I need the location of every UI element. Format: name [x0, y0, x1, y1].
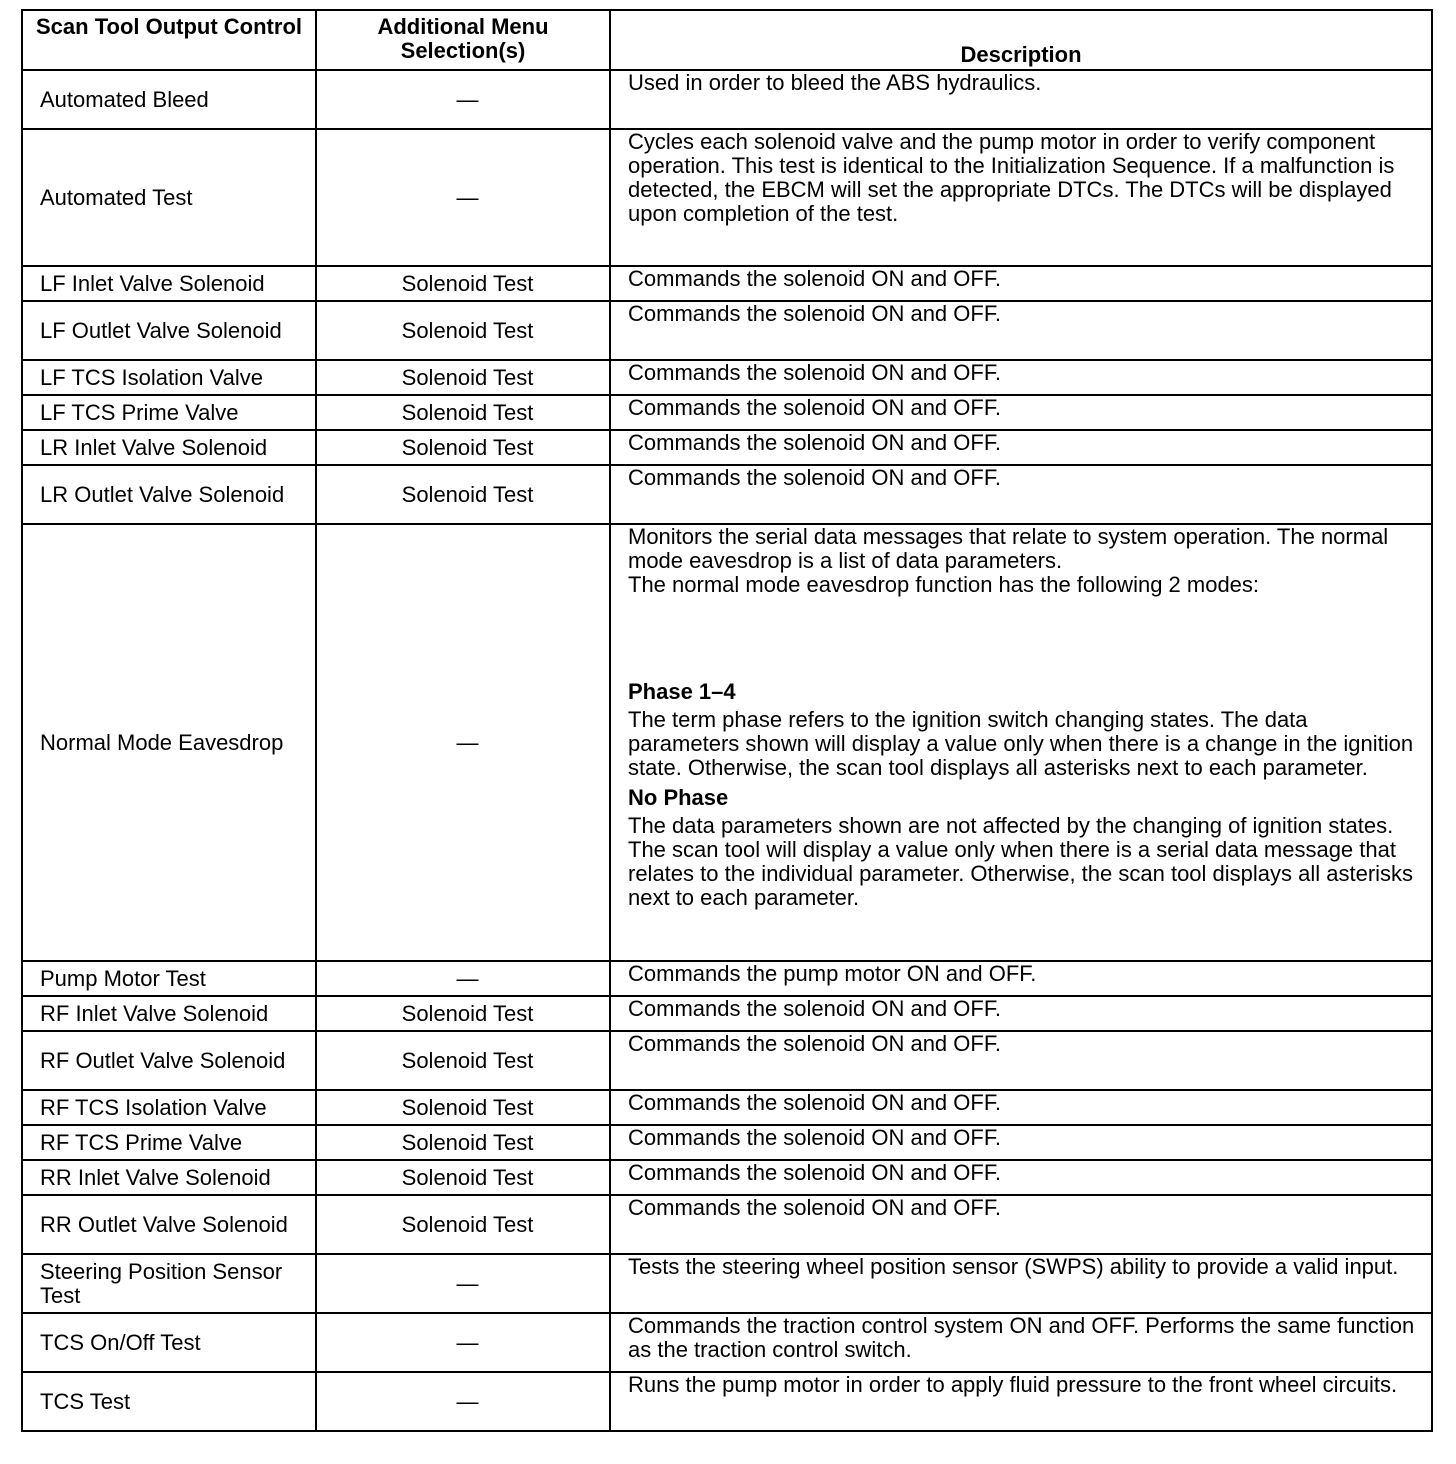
description-cell: Used in order to bleed the ABS hydraulics. [610, 70, 1432, 129]
control-cell: LF Outlet Valve Solenoid [22, 301, 316, 360]
table-row [22, 961, 1432, 996]
table-row [22, 996, 1432, 1031]
description-cell [610, 524, 1432, 961]
menu-cell: Solenoid Test [316, 1031, 610, 1090]
nophase-text: The data parameters shown are not affected by the changing of ignition states. The scan tool will display a value only when there is a serial data message that relates to the individual parameter. Otherwise, the scan tool displays all asterisks next to each parameter. [628, 813, 1414, 910]
menu-cell: Solenoid Test [316, 1160, 610, 1195]
table-row [22, 1090, 1432, 1125]
table-row [22, 395, 1432, 430]
table-row [22, 301, 1432, 360]
control-cell: Pump Motor Test [22, 961, 316, 996]
description-cell: Commands the solenoid ON and OFF. [610, 1031, 1432, 1090]
header-scan-tool-output-control: Scan Tool Output Control [22, 10, 316, 70]
description-cell: Commands the traction control system ON and OFF. Performs the same function as the traction control switch. [610, 1313, 1432, 1372]
menu-cell: Solenoid Test [316, 301, 610, 360]
table-row [22, 1125, 1432, 1160]
description-cell: Commands the solenoid ON and OFF. [610, 266, 1432, 301]
menu-cell: — [316, 70, 610, 129]
eavesdrop-modes: The normal mode eavesdrop function has the following 2 modes: [628, 572, 1260, 597]
table-row [22, 465, 1432, 524]
table-row [22, 1031, 1432, 1090]
control-cell: LF TCS Prime Valve [22, 395, 316, 430]
control-cell: Automated Bleed [22, 70, 316, 129]
phase-heading: Phase 1–4 [628, 679, 736, 704]
control-cell: RF Outlet Valve Solenoid [22, 1031, 316, 1090]
control-cell: Steering Position Sensor Test [22, 1254, 316, 1313]
eavesdrop-intro: Monitors the serial data messages that relate to system operation. The normal mode eavesdrop is a list of data parameters. [628, 524, 1389, 573]
menu-cell: Solenoid Test [316, 1125, 610, 1160]
description-cell: Tests the steering wheel position sensor (SWPS) ability to provide a valid input. [610, 1254, 1432, 1313]
menu-cell: — [316, 1372, 610, 1431]
control-cell: LF Inlet Valve Solenoid [22, 266, 316, 301]
table-row [22, 1313, 1432, 1372]
menu-cell: Solenoid Test [316, 465, 610, 524]
menu-cell: — [316, 524, 610, 961]
menu-cell: — [316, 129, 610, 266]
menu-cell: Solenoid Test [316, 266, 610, 301]
description-cell: Commands the solenoid ON and OFF. [610, 301, 1432, 360]
description-cell: Commands the pump motor ON and OFF. [610, 961, 1432, 996]
table-row [22, 70, 1432, 129]
description-cell: Commands the solenoid ON and OFF. [610, 360, 1432, 395]
menu-cell: Solenoid Test [316, 360, 610, 395]
menu-cell: Solenoid Test [316, 996, 610, 1031]
table-row [22, 266, 1432, 301]
menu-cell: Solenoid Test [316, 430, 610, 465]
description-cell: Commands the solenoid ON and OFF. [610, 1090, 1432, 1125]
description-cell: Commands the solenoid ON and OFF. [610, 1125, 1432, 1160]
table-row [22, 1254, 1432, 1313]
control-cell: LR Outlet Valve Solenoid [22, 465, 316, 524]
control-cell: Normal Mode Eavesdrop [22, 524, 316, 961]
table-row [22, 524, 1432, 961]
control-cell: TCS Test [22, 1372, 316, 1431]
control-cell: RR Outlet Valve Solenoid [22, 1195, 316, 1254]
description-cell: Commands the solenoid ON and OFF. [610, 1160, 1432, 1195]
menu-cell: — [316, 1313, 610, 1372]
description-cell: Commands the solenoid ON and OFF. [610, 996, 1432, 1031]
table-row [22, 1160, 1432, 1195]
nophase-heading: No Phase [628, 785, 729, 810]
header-description: Description [610, 10, 1432, 70]
description-cell: Commands the solenoid ON and OFF. [610, 430, 1432, 465]
description-cell: Commands the solenoid ON and OFF. [610, 465, 1432, 524]
menu-cell: — [316, 1254, 610, 1313]
control-cell: LR Inlet Valve Solenoid [22, 430, 316, 465]
description-cell: Commands the solenoid ON and OFF. [610, 395, 1432, 430]
control-cell: TCS On/Off Test [22, 1313, 316, 1372]
scan-tool-output-control-table [21, 9, 1433, 1432]
table-row [22, 129, 1432, 266]
table-header-row [22, 10, 1432, 70]
table-row [22, 360, 1432, 395]
control-cell: RF TCS Isolation Valve [22, 1090, 316, 1125]
header-additional-menu-selections: Additional Menu Selection(s) [316, 10, 610, 70]
description-cell: Cycles each solenoid valve and the pump motor in order to verify component operation. This test is identical to the Initialization Sequence. If a malfunction is detected, the EBCM will set the appropriate DTCs. The DTCs will be displayed upon completion of the test. [610, 129, 1432, 266]
menu-cell: Solenoid Test [316, 1090, 610, 1125]
phase-text: The term phase refers to the ignition switch changing states. The data parameters shown will display a value only when there is a change in the ignition state. Otherwise, the scan tool displays all asterisks next to each parameter. [628, 707, 1414, 780]
table-row [22, 1195, 1432, 1254]
description-cell: Runs the pump motor in order to apply fluid pressure to the front wheel circuits. [610, 1372, 1432, 1431]
menu-cell: Solenoid Test [316, 1195, 610, 1254]
eavesdrop-spacer [628, 597, 1423, 674]
control-cell: Automated Test [22, 129, 316, 266]
control-cell: LF TCS Isolation Valve [22, 360, 316, 395]
control-cell: RR Inlet Valve Solenoid [22, 1160, 316, 1195]
table-row [22, 1372, 1432, 1431]
control-cell: RF Inlet Valve Solenoid [22, 996, 316, 1031]
table-row [22, 430, 1432, 465]
menu-cell: Solenoid Test [316, 395, 610, 430]
control-cell: RF TCS Prime Valve [22, 1125, 316, 1160]
description-cell: Commands the solenoid ON and OFF. [610, 1195, 1432, 1254]
menu-cell: — [316, 961, 610, 996]
